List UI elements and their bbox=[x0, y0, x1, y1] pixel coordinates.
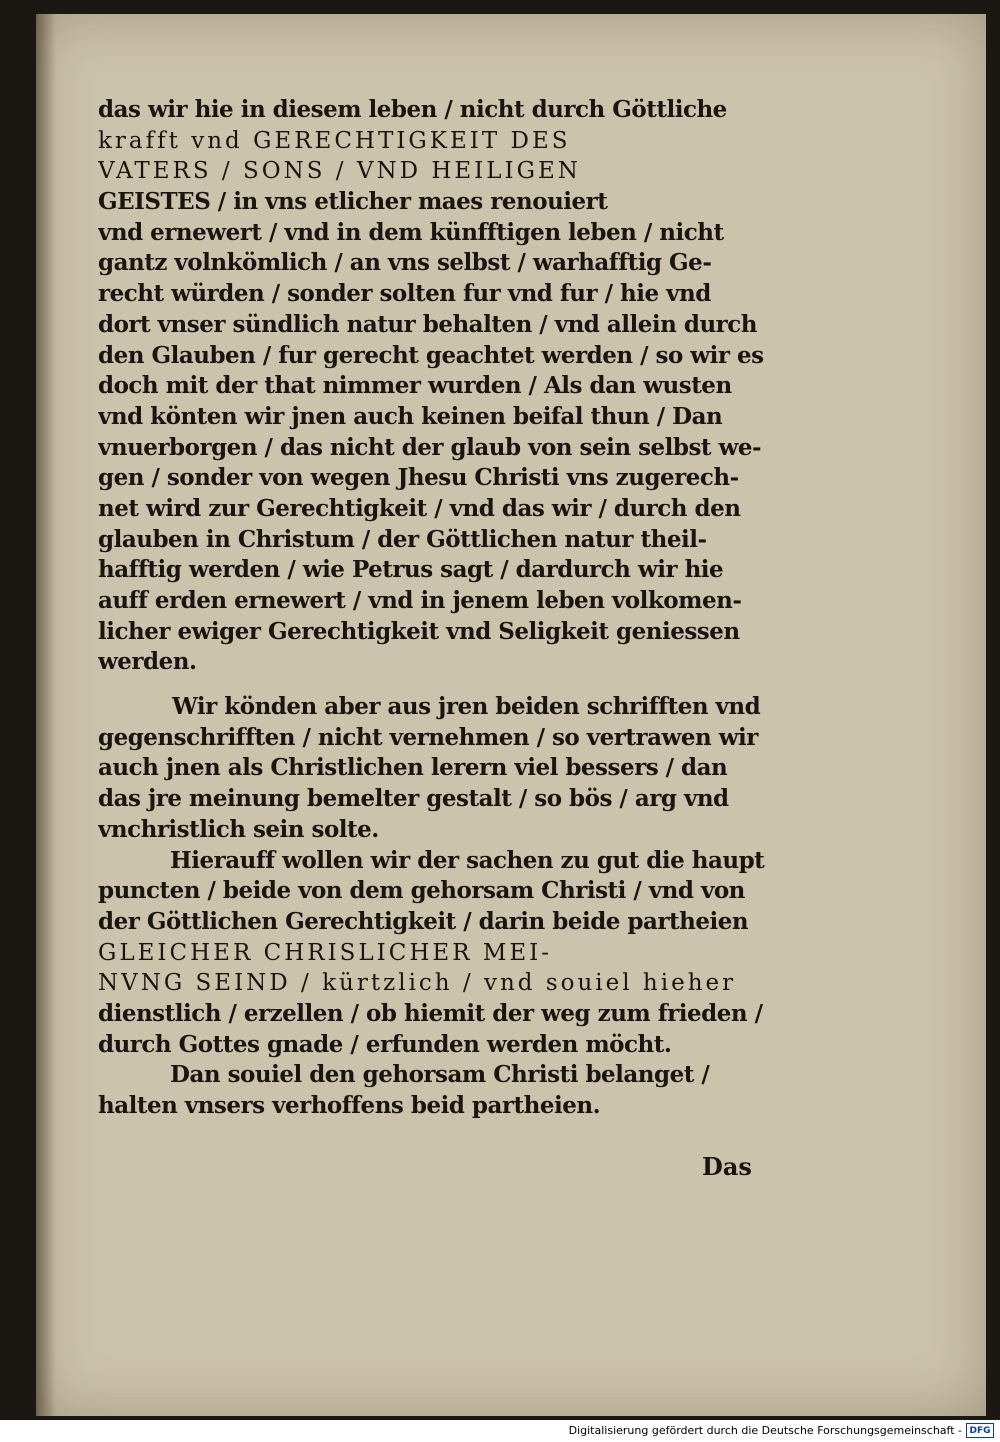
text-line: durch Gottes gnade / erfunden werden möcht. bbox=[98, 1030, 672, 1058]
page-body-text bbox=[98, 95, 770, 1122]
text-line: doch mit der that nimmer wurden / Als dan wusten bbox=[98, 372, 732, 400]
text-line: auch jnen als Christlichen lerern viel bessers / dan bbox=[98, 754, 728, 782]
digitization-footer bbox=[0, 1420, 1000, 1442]
text-line: den Glauben / fur gerecht geachtet werden / so wir es bbox=[98, 341, 764, 369]
text-line: GLEICHER CHRISLICHER MEI- bbox=[98, 939, 553, 966]
text-line: Wir könden aber aus jren beiden schrifften vnd bbox=[172, 693, 761, 721]
text-line: vnd könten wir jnen auch keinen beifal thun / Dan bbox=[98, 402, 723, 430]
text-line: licher ewiger Gerechtigkeit vnd Seligkeit geniessen bbox=[98, 617, 740, 645]
text-line: hafftig werden / wie Petrus sagt / dardurch wir hie bbox=[98, 556, 724, 584]
text-line: auff erden ernewert / vnd in jenem leben volkomen- bbox=[98, 587, 742, 614]
text-line: vnchristlich sein solte. bbox=[98, 815, 379, 843]
text-line: der Göttlichen Gerechtigkeit / darin beide partheien bbox=[98, 907, 749, 935]
text-line: NVNG SEIND / kürtzlich / vnd souiel hieher bbox=[98, 970, 737, 997]
text-line: VATERS / SONS / VND HEILIGEN bbox=[98, 158, 581, 185]
text-line: Hierauff wollen wir der sachen zu gut die haupt bbox=[170, 846, 765, 874]
dfg-logo-icon: DFG bbox=[966, 1423, 994, 1438]
text-line: werden. bbox=[98, 648, 197, 676]
text-line: halten vnsers verhoffens beid partheien. bbox=[98, 1092, 601, 1119]
funding-credit: Digitalisierung gefördert durch die Deutsche Forschungsgemeinschaft - bbox=[568, 1424, 962, 1437]
text-line: vnuerborgen / das nicht der glaub von sein selbst we- bbox=[98, 433, 762, 461]
text-line: gantz volnkömlich / an vns selbst / warhafftig Ge- bbox=[98, 249, 712, 277]
text-line: Dan souiel den gehorsam Christi belanget / bbox=[170, 1061, 710, 1089]
text-line: dienstlich / erzellen / ob hiemit der weg zum frieden / bbox=[98, 999, 763, 1027]
text-line: das jre meinung bemelter gestalt / so bös / arg vnd bbox=[98, 785, 729, 813]
text-line: gegenschrifften / nicht vernehmen / so vertrawen wir bbox=[98, 723, 758, 751]
text-line: recht würden / sonder solten fur vnd fur / hie vnd bbox=[98, 280, 711, 308]
text-line: krafft vnd GERECHTIGKEIT DES bbox=[98, 127, 571, 154]
text-line: vnd ernewert / vnd in dem künfftigen leben / nicht bbox=[98, 218, 724, 246]
text-line: gen / sonder von wegen Jhesu Christi vns zugerech- bbox=[98, 464, 739, 492]
page-gutter-shadow bbox=[36, 14, 56, 1416]
text-line: net wird zur Gerechtigkeit / vnd das wir / durch den bbox=[98, 494, 741, 522]
text-line: dort vnser sündlich natur behalten / vnd allein durch bbox=[98, 310, 758, 338]
text-line: das wir hie in diesem leben / nicht durch Göttliche bbox=[98, 96, 727, 123]
catchword: Das bbox=[702, 1152, 752, 1181]
text-line: GEISTES / in vns etlicher maes renouiert bbox=[98, 188, 608, 216]
text-line: puncten / beide von dem gehorsam Christi / vnd von bbox=[98, 877, 745, 905]
text-line: glauben in Christum / der Göttlichen natur theil- bbox=[98, 525, 707, 553]
